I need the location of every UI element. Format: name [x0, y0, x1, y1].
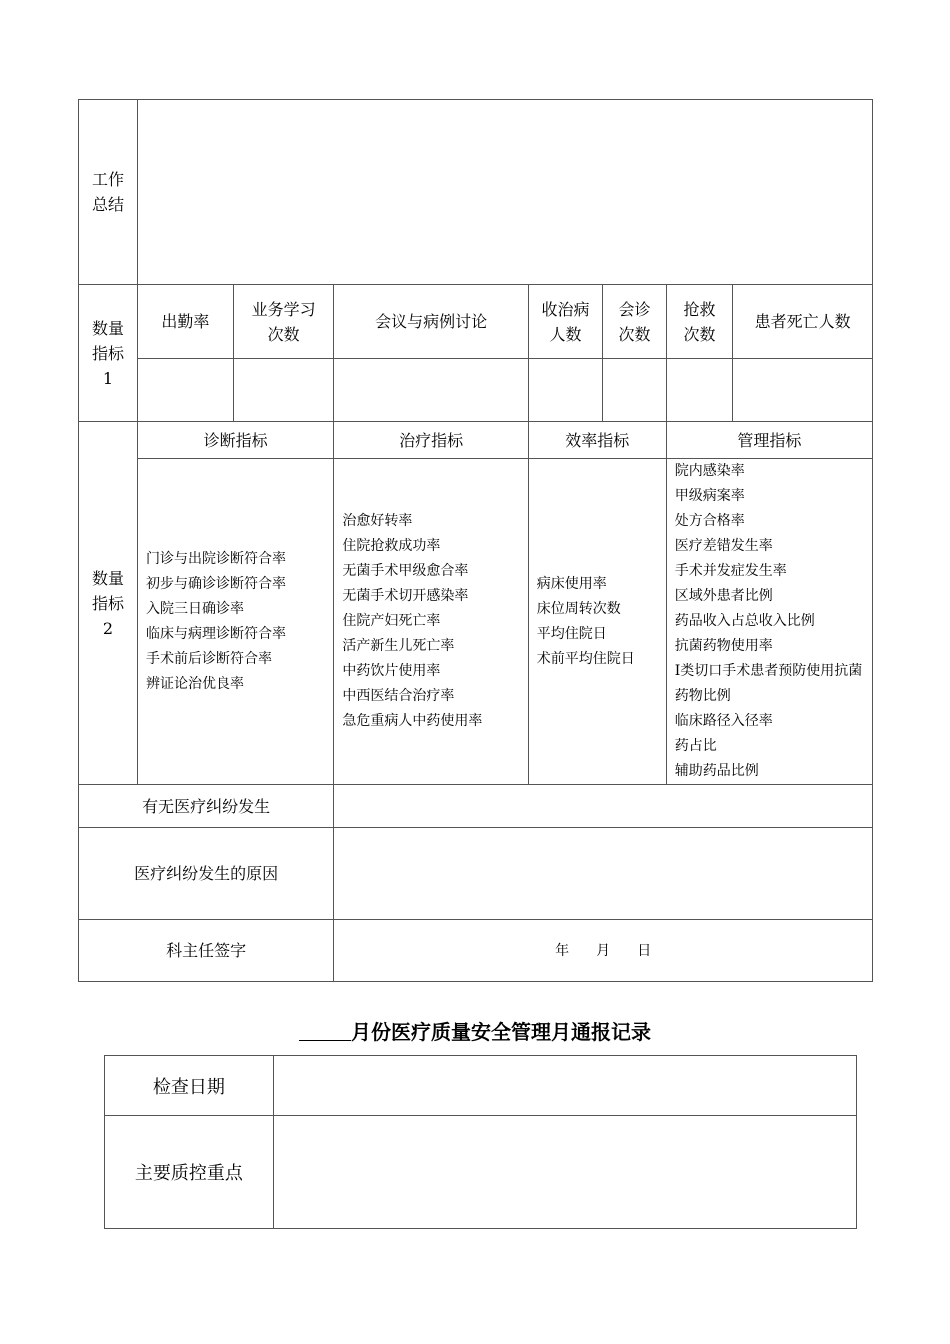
management-list — [666, 459, 872, 785]
list-item: 院内感染率 — [674, 463, 745, 479]
list-item: 入院三日确诊率 — [146, 600, 244, 617]
header-admissions: 收治病人数 — [528, 285, 603, 359]
list-item: 辅助药品比例 — [674, 763, 759, 779]
deaths-field[interactable] — [733, 359, 873, 422]
header-meetings: 会议与病例讨论 — [334, 285, 528, 359]
treatment-list — [334, 459, 528, 785]
header-efficiency: 效率指标 — [528, 422, 666, 459]
check-date-field[interactable] — [273, 1056, 856, 1116]
list-item: 处方合格率 — [674, 513, 745, 529]
work-summary-label: 工作总结 — [79, 100, 138, 285]
header-deaths: 患者死亡人数 — [733, 285, 873, 359]
header-study-count: 业务学习次数 — [233, 285, 334, 359]
list-item: 住院产妇死亡率 — [342, 613, 441, 629]
header-diagnosis: 诊断指标 — [138, 422, 334, 459]
meetings-field[interactable] — [334, 359, 528, 422]
list-item: 床位周转次数 — [536, 600, 621, 617]
dispute-label: 有无医疗纠纷发生 — [79, 785, 334, 828]
work-summary-field[interactable] — [138, 100, 873, 285]
list-item: 治愈好转率 — [342, 513, 413, 529]
header-attendance: 出勤率 — [138, 285, 234, 359]
study-count-field[interactable] — [233, 359, 334, 422]
director-sign-label: 科主任签字 — [79, 920, 334, 982]
header-consultations: 会诊次数 — [603, 285, 666, 359]
list-item: 无菌手术甲级愈合率 — [342, 563, 469, 579]
month-blank[interactable] — [299, 1020, 351, 1041]
quantity1-label: 数量指标1 — [79, 285, 138, 422]
list-item: 甲级病案率 — [674, 488, 745, 504]
header-treatment: 治疗指标 — [334, 422, 528, 459]
list-item: 手术并发症发生率 — [674, 563, 787, 579]
list-item: 药品收入占总收入比例 — [674, 613, 815, 629]
list-item: 无菌手术切开感染率 — [342, 588, 469, 604]
list-item: 医疗差错发生率 — [674, 538, 773, 554]
diagnosis-list — [138, 459, 334, 785]
header-rescues: 抢救次数 — [666, 285, 733, 359]
dispute-reason-field[interactable] — [334, 828, 873, 920]
list-item: 活产新生儿死亡率 — [342, 638, 455, 654]
efficiency-list — [528, 459, 666, 785]
monthly-report-table — [104, 1055, 857, 1229]
key-points-label: 主要质控重点 — [105, 1116, 274, 1229]
director-sign-field[interactable] — [334, 920, 873, 982]
list-item: 药占比 — [674, 738, 717, 754]
key-points-field[interactable] — [273, 1116, 856, 1229]
date-year: 年 — [555, 943, 570, 959]
check-date-label: 检查日期 — [105, 1056, 274, 1116]
quantity2-label: 数量指标2 — [79, 422, 138, 785]
list-item: 病床使用率 — [536, 575, 607, 592]
list-item: 急危重病人中药使用率 — [342, 713, 483, 729]
report-title-text: 月份医疗质量安全管理月通报记录 — [351, 1020, 651, 1044]
list-item: 手术前后诊断符合率 — [146, 650, 272, 667]
admissions-field[interactable] — [528, 359, 603, 422]
list-item: 临床与病理诊断符合率 — [146, 625, 286, 642]
monthly-work-form — [78, 99, 873, 982]
dispute-reason-label: 医疗纠纷发生的原因 — [79, 828, 334, 920]
rescues-field[interactable] — [666, 359, 733, 422]
list-item: 中药饮片使用率 — [342, 663, 441, 679]
list-item: 中西医结合治疗率 — [342, 688, 455, 704]
list-item: 临床路径入径率 — [674, 713, 773, 729]
header-management: 管理指标 — [666, 422, 872, 459]
date-day: 日 — [637, 943, 652, 959]
list-item: 平均住院日 — [536, 625, 607, 642]
list-item: 辨证论治优良率 — [146, 675, 244, 692]
list-item: I类切口手术患者预防使用抗菌药物比例 — [674, 663, 863, 704]
list-item: 门诊与出院诊断符合率 — [146, 550, 286, 567]
date-month: 月 — [596, 943, 611, 959]
list-item: 抗菌药物使用率 — [674, 638, 773, 654]
consultations-field[interactable] — [603, 359, 666, 422]
report-title — [0, 1018, 950, 1046]
attendance-field[interactable] — [138, 359, 234, 422]
list-item: 住院抢救成功率 — [342, 538, 441, 554]
list-item: 区域外患者比例 — [674, 588, 773, 604]
list-item: 初步与确诊诊断符合率 — [146, 575, 286, 592]
dispute-field[interactable] — [334, 785, 873, 828]
list-item: 术前平均住院日 — [536, 650, 635, 667]
